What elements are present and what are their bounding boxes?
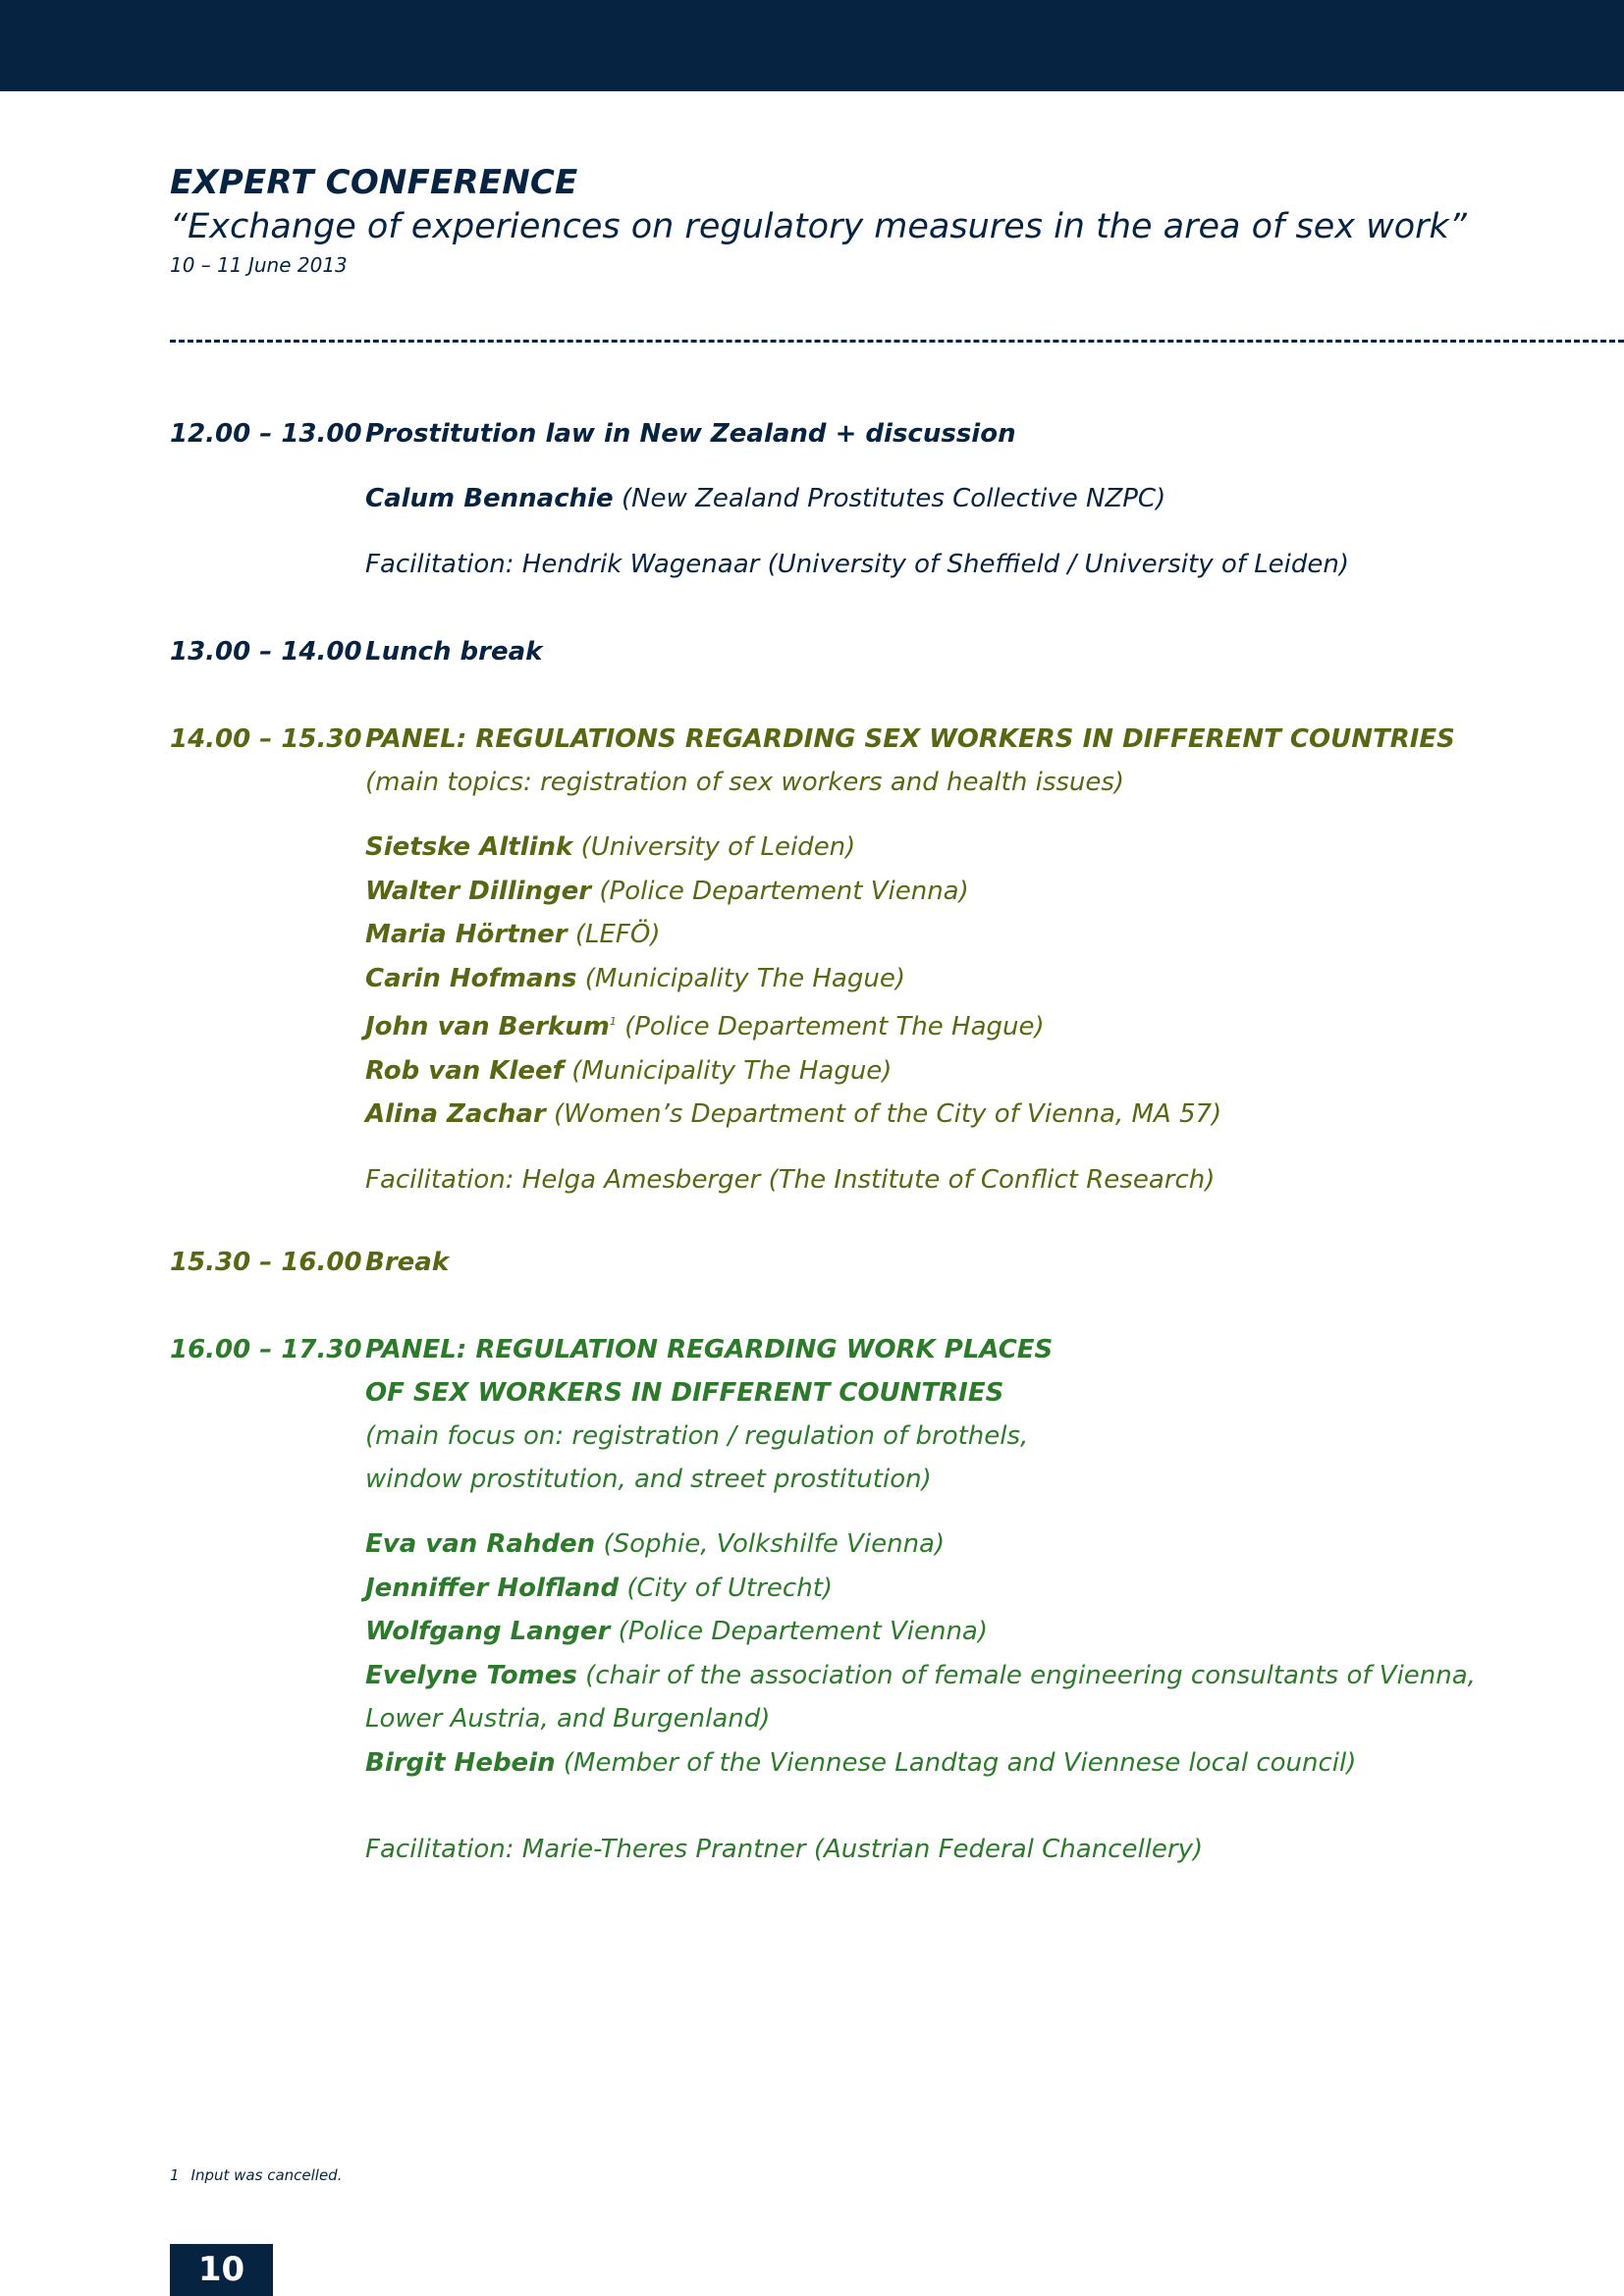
speaker-affiliation: (City of Utrecht): [619, 1573, 834, 1603]
speaker-name: Sietske Altlink: [365, 832, 573, 862]
speaker-affiliation: (LEFÖ): [567, 920, 661, 949]
speaker-affiliation-continued: Lower Austria, and Burgenland): [365, 1704, 771, 1734]
session-time: 14.00 – 15.30: [170, 724, 362, 754]
top-banner: [0, 0, 1624, 91]
speaker-line: [365, 826, 1583, 870]
conference-title: EXPERT CONFERENCE: [170, 163, 578, 202]
speaker-line: [365, 913, 1583, 957]
speaker-line: [365, 957, 1583, 1001]
speaker-line: [365, 1654, 1583, 1698]
footnote-number: 1: [170, 2166, 180, 2184]
session-time: 16.00 – 17.30: [170, 1335, 362, 1364]
speaker-affiliation: (Police Departement Vienna): [610, 1617, 989, 1646]
speaker-name: Birgit Hebein: [365, 1747, 556, 1778]
speaker-affiliation: (University of Leiden): [572, 832, 856, 862]
speaker-name: Evelyne Tomes: [365, 1660, 577, 1690]
speaker-affiliation: (Member of the Viennese Landtag and Viennese local council): [555, 1747, 1357, 1778]
speaker-name: John van Berkum: [365, 1012, 610, 1041]
speaker-affiliation: (chair of the association of female engineering consultants of Vienna,: [576, 1660, 1476, 1690]
speaker-affiliation: (Municipality The Hague): [563, 1055, 893, 1086]
speaker-line: [365, 1567, 1583, 1611]
speaker-name: Jenniffer Holfland: [365, 1573, 620, 1603]
speaker-line: [365, 870, 1583, 914]
session-subtitle: (main topics: registration of sex workers and health issues): [365, 768, 1125, 797]
conference-subtitle: “Exchange of experiences on regulatory measures in the area of sex work”: [170, 207, 1467, 246]
speaker-affiliation: (New Zealand Prostitutes Collective NZPC): [613, 484, 1166, 513]
speaker-name: Calum Bennachie: [365, 484, 614, 513]
speaker-affiliation: (Police Departement The Hague): [616, 1012, 1045, 1041]
facilitation: Facilitation: Marie-Theres Prantner (Austrian Federal Chancellery): [365, 1835, 1204, 1864]
speaker-name: Eva van Rahden: [365, 1529, 596, 1559]
footnote: [170, 2166, 342, 2184]
speaker-name: Walter Dillinger: [365, 876, 592, 906]
session-title-line: PANEL: REGULATION REGARDING WORK PLACES: [365, 1335, 1054, 1364]
speaker-line: [365, 1522, 1583, 1567]
footnote-text: Input was cancelled.: [190, 2166, 343, 2184]
session-title: Prostitution law in New Zealand + discussion: [365, 419, 1016, 449]
speaker-line: [365, 1610, 1583, 1654]
page-number: 10: [170, 2244, 273, 2296]
speaker-name: Wolfgang Langer: [365, 1617, 611, 1646]
conference-date: 10 – 11 June 2013: [170, 253, 348, 277]
speaker-name: Alina Zachar: [365, 1099, 546, 1129]
speaker-line: [365, 1741, 1583, 1786]
session-content: [365, 1241, 1583, 1284]
session-title: Break: [365, 1248, 450, 1277]
dashed-divider: [170, 340, 1624, 343]
session-time: 12.00 – 13.00: [170, 419, 362, 449]
speaker-line: [365, 1000, 1583, 1049]
speaker-line: [365, 477, 1583, 521]
speaker-name: Carin Hofmans: [365, 963, 577, 993]
session-time: 15.30 – 16.00: [170, 1248, 362, 1277]
document-header: [170, 161, 1584, 280]
session-content: [365, 630, 1583, 673]
speaker-affiliation: (Police Departement Vienna): [591, 876, 969, 906]
session-content: [365, 718, 1583, 1201]
speaker-affiliation: (Sophie, Volkshilfe Vienna): [595, 1529, 946, 1559]
facilitation: Facilitation: Helga Amesberger (The Institute of Conflict Research): [365, 1164, 1216, 1195]
speaker-line: [365, 1049, 1583, 1094]
session-content: [365, 1328, 1583, 1872]
session-content: [365, 412, 1583, 586]
session-title-line: OF SEX WORKERS IN DIFFERENT COUNTRIES: [365, 1378, 1004, 1408]
session-title: PANEL: REGULATIONS REGARDING SEX WORKERS IN DIFFERENT COUNTRIES: [365, 724, 1455, 754]
speaker-line: [365, 1093, 1583, 1137]
speaker-name: Rob van Kleef: [365, 1055, 564, 1086]
session-subtitle-line: (main focus on: registration / regulation of brothels,: [365, 1421, 1029, 1451]
speaker-affiliation: (Women’s Department of the City of Vienna, MA 57): [545, 1099, 1222, 1129]
session-title: Lunch break: [365, 637, 543, 667]
footnote-mark: 1: [609, 1015, 617, 1028]
speaker-name: Maria Hörtner: [365, 920, 568, 949]
session-time: 13.00 – 14.00: [170, 637, 362, 667]
facilitation: Facilitation: Hendrik Wagenaar (University of Sheffield / University of Leiden): [365, 549, 1350, 579]
session-subtitle-line: window prostitution, and street prostitution): [365, 1465, 932, 1494]
speaker-affiliation: (Municipality The Hague): [576, 963, 905, 993]
